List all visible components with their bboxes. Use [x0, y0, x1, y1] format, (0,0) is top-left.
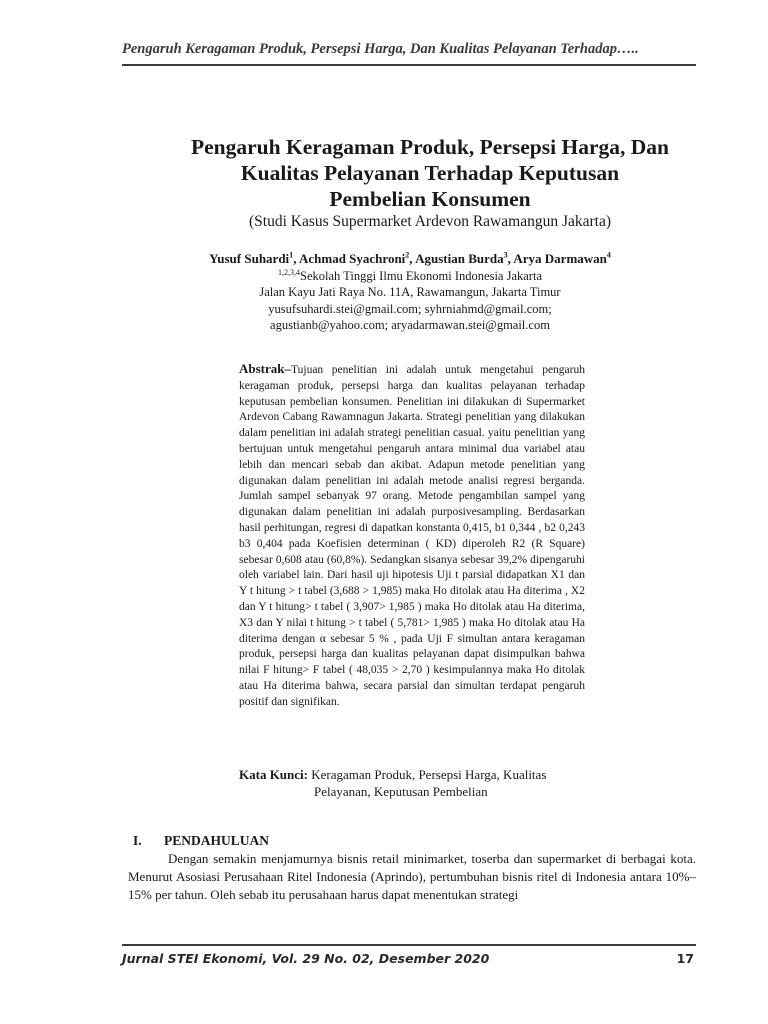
abstract-text: Tujuan penelitian ini adalah untuk mengetahui pengaruh keragaman produk, persepsi harga dan kualitas pelayanan terhadap keputusan pembelian konsumen. Penelitian ini dilakukan di Supermarket Ardevon Cabang Rawamnagun Jakarta. Strategi penelitian yang dilakukan dalam penelitian ini adalah strategi penelitian casual. yaitu penelitian yang bertujuan untuk mengetahui pengaruh antara minimal dua variabel atau lebih dan mencari sebab dan akibat. Adapun metode penelitian yang digunakan dalam penelitian ini adalah metode analisi regresi berganda. Jumlah sampel sebanyak 97 orang. Metode pengambilan sampel yang digunakan dalam penelitian ini adalah purposivesampling. Berdasarkan hasil perhitungan, regresi di dapatkan konstanta 0,415, b1 0,344 , b2 0,243 b3 0,404 pada Koefisien determinan ( KD) diperoleh R2 (R Square) sebesar 0,608 atau (60,8%). Sedangkan sisanya sebesar 39,2% dipengaruhi oleh variabel lain. Dari hasil uji hipotesis Uji t parsial didapatkan X1 dan Y t hitung > t tabel (3,688 > 1,985) maka Ho ditolak atau Ha diterima , X2 dan Y t hitung> t tabel ( 3,907> 1,985 ) maka Ho ditolak atau Ha diterima, X3 dan Y nilai t hitung > t tabel ( 5,781> 1,985 ) maka Ho ditolak atau Ha diterima dengan α sebesar 5 % , pada Uji F simultan antara keragaman produk, persepsi harga dan kualitas pelayanan dapat disimpulkan bahwa nilai F hitung> F tabel ( 48,035 > 2,70 ) kesimpulannya maka Ho ditolak atau Ha diterima bahwa, secara parsial dan simultan terdapat pengaruh positif dan signifikan.	[239, 364, 585, 708]
author-sup: 4	[606, 250, 611, 260]
abstract	[239, 361, 585, 711]
affiliation-text: Sekolah Tinggi Ilmu Ekonomi Indonesia Jakarta	[300, 268, 542, 283]
section-heading	[133, 833, 269, 849]
header-rule	[122, 64, 696, 66]
section-body: Dengan semakin menjamurnya bisnis retail minimarket, toserba dan supermarket di berbagai kota. Menurut Asosiasi Perusahaan Ritel Indonesia (Aprindo), pertumbuhan bisnis ritel di Indonesia antara 10%–15% per tahun. Oleh sebab itu perusahaan harus dapat menentukan strategi	[128, 851, 696, 902]
footer-rule	[122, 944, 696, 946]
author-name: Arya Darmawan	[513, 251, 607, 266]
keywords	[239, 766, 619, 800]
title-block	[120, 134, 740, 231]
address: Jalan Kayu Jati Raya No. 11A, Rawamangun, Jakarta Timur	[259, 285, 561, 299]
affiliation-sup: 1,2,3,4	[278, 267, 300, 277]
section-number: I.	[133, 833, 142, 848]
running-header: Pengaruh Keragaman Produk, Persepsi Harga, Dan Kualitas Pelayanan Terhadap…..	[122, 41, 639, 57]
author-name: Agustian Burda	[415, 251, 504, 266]
paper-title-line-1: Pengaruh Keragaman Produk, Persepsi Harga, Dan	[191, 135, 669, 159]
abstract-heading: Abstrak–	[239, 361, 292, 376]
keywords-line-2: Pelayanan, Keputusan Pembelian	[314, 784, 488, 799]
paper-title-line-3: Pembelian Konsumen	[329, 187, 531, 211]
keywords-line-1: Keragaman Produk, Persepsi Harga, Kualitas	[307, 767, 547, 782]
paper-title-line-2: Kualitas Pelayanan Terhadap Keputusan	[240, 161, 620, 185]
journal-citation: Jurnal STEI Ekonomi, Vol. 29 No. 02, Desember 2020	[122, 951, 490, 966]
keywords-heading: Kata Kunci:	[239, 767, 308, 782]
author-name: Achmad Syachroni	[298, 251, 406, 266]
author-sup: 1	[289, 250, 294, 260]
affiliation	[120, 268, 700, 285]
emails-line-1: yusufsuhardi.stei@gmail.com; syhrniahmd@gmail.com;	[268, 301, 552, 316]
author-list: Yusuf Suhardi$^1$, Achmad Syachroni$^2$, Agustian Burda$^3$, Arya Darmawan$^4$	[209, 250, 611, 266]
paper-subtitle: (Studi Kasus Supermarket Ardevon Rawamangun Jakarta)	[248, 213, 611, 230]
section-title: PENDAHULUAN	[164, 833, 270, 848]
authors-block	[120, 251, 700, 334]
author-sup: 2	[405, 250, 410, 260]
page-number: 17	[676, 951, 694, 966]
emails-line-2: agustianb@yahoo.com; aryadarmawan.stei@gmail.com	[270, 318, 550, 332]
author-name: Yusuf Suhardi	[209, 251, 290, 266]
author-sup: 3	[503, 250, 508, 260]
